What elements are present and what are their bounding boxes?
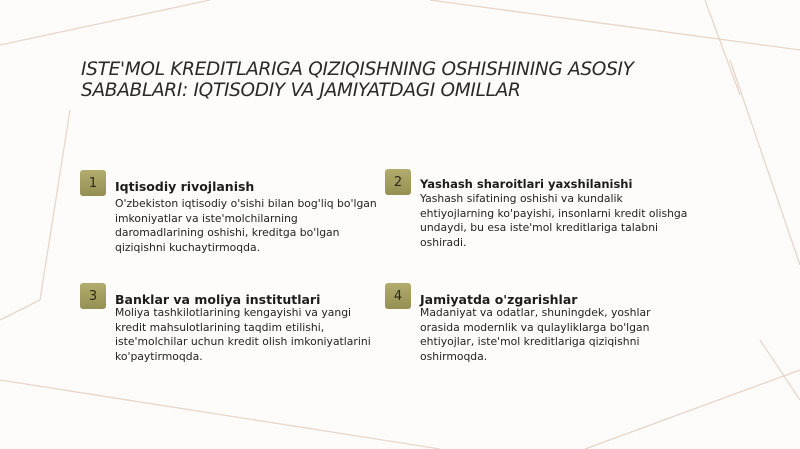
factor-heading: Banklar va moliya institutlari [115, 292, 321, 307]
factor-number-badge: 3 [80, 283, 106, 309]
factor-number-badge: 4 [385, 283, 411, 309]
factor-description: Madaniyat va odatlar, shuningdek, yoshlar orasida modernlik va qulayliklarga bo'lgan ehtiyojlar, iste'mol kreditlariga qiziqishni oshirmoqda. [420, 306, 651, 363]
factor-number-badge: 2 [385, 169, 411, 195]
factor-description: Yashash sifatining oshishi va kundalik ehtiyojlarning ko'payishi, insonlarni kredit olishga undaydi, bu esa iste'mol kreditlariga talabni oshiradi. [420, 192, 688, 249]
factor-heading: Yashash sharoitlari yaxshilanishi [420, 177, 633, 191]
factor-description: O'zbekiston iqtisodiy o'sishi bilan bog'liq bo'lgan imkoniyatlar va iste'molchilarning daromadlarining oshishi, kreditga bo'lgan qiziqishni kuchaytirmoqda. [115, 197, 377, 254]
factor-description: Moliya tashkilotlarining kengayishi va yangi kredit mahsulotlarining taqdim etilishi, iste'molchilar uchun kredit olish imkoniyatlarini ko'paytirmoqda. [115, 306, 371, 363]
factor-heading: Jamiyatda o'zgarishlar [420, 292, 578, 307]
factor-number-badge: 1 [80, 170, 106, 196]
factor-heading: Iqtisodiy rivojlanish [115, 179, 255, 194]
slide-title: ISTE'MOL KREDITLARIGA QIZIQISHNING OSHISHINING ASOSIY SABABLARI: IQTISODIY VA JAMIYATDAGI OMILLAR [81, 59, 634, 101]
